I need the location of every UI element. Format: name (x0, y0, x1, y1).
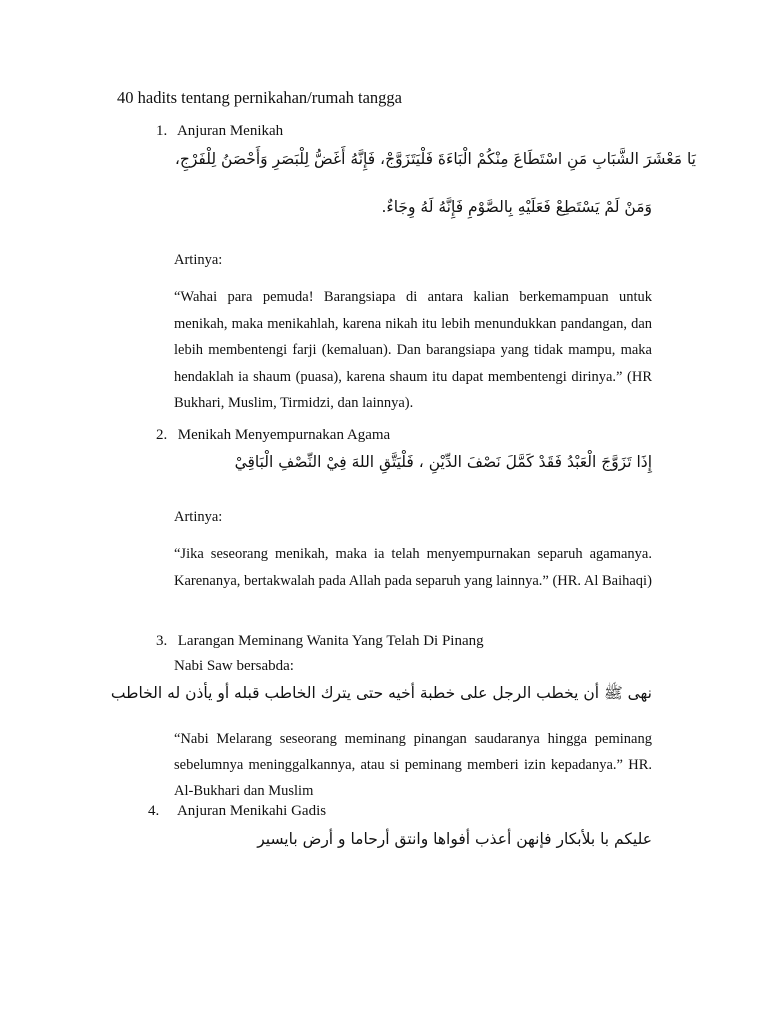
section-1-artinya-label: Artinya: (174, 252, 223, 268)
section-4-arabic-line: عليكم با بلأبكار فإنهن أعذب أفواها وانتق أرحاما و أرض بايسير (257, 830, 652, 848)
section-4-heading-row (148, 803, 326, 820)
section-2-heading: Menikah Menyempurnakan Agama (177, 427, 391, 443)
section-1-arabic-line-1: يَا مَعْشَرَ الشَّبَابِ مَنِ اسْتَطَاعَ مِنْكُمْ الْبَاءَةَ فَلْيَتَزَوَّجْ، فَإِنَّهُ أَغَضُّ لِلْبَصَرِ وَأَحْصَنُ لِلْفَرْجِ، (174, 150, 696, 168)
section-1-number: 1. (156, 123, 168, 139)
section-2-heading-row (156, 427, 390, 444)
section-2-translation: “Jika seseorang menikah, maka ia telah menyempurnakan separuh agamanya. Karenanya, bertakwalah pada Allah pada separuh yang lainnya.” (HR. Al Baihaqi) (174, 546, 652, 589)
section-4-heading: Anjuran Menikahi Gadis (176, 803, 327, 819)
section-1-heading-row (156, 123, 283, 140)
section-2-arabic-line: إِذَا تَزَوَّجَ الْعَبْدُ فَقَدْ كَمَّلَ نَصْفَ الدِّيْنِ ، فَلْيَتَّقِ اللهَ فِيْ النِّصْفِ الْبَاقِيْ (234, 453, 652, 471)
section-3-heading: Larangan Meminang Wanita Yang Telah Di Pinang (177, 633, 484, 649)
section-3-heading-row (156, 633, 484, 650)
document-title: 40 hadits tentang pernikahan/rumah tangga (117, 88, 402, 107)
section-3-subheading: Nabi Saw bersabda: (174, 658, 294, 674)
section-1-translation: “Wahai para pemuda! Barangsiapa di antara kalian berkemampuan untuk menikah, maka menikahlah, karena nikah itu lebih menundukkan pandangan, dan lebih membentengi farji (kemaluan). Dan barangsiapa yang tidak mampu, maka hendaklah ia shaum (puasa), karena shaum itu dapat membentengi dirinya.” (HR Bukhari, Muslim, Tirmidzi, dan lainnya). (174, 289, 652, 411)
section-3-translation: “Nabi Melarang seseorang meminang pinangan saudaranya hingga peminang sebelumnya meninggalkannya, atau si peminang memberi izin kepadanya.” HR. Al-Bukhari dan Muslim (174, 731, 652, 799)
section-1-arabic-line-2: وَمَنْ لَمْ يَسْتَطِعْ فَعَلَيْهِ بِالصَّوْمِ فَإِنَّهُ لَهُ وِجَاءٌ. (381, 198, 652, 216)
section-2-artinya-label: Artinya: (174, 509, 223, 525)
section-1-heading: Anjuran Menikah (176, 123, 284, 139)
section-4-number: 4. (148, 803, 160, 819)
section-3-arabic-line: نهى ﷺ أن يخطب الرجل على خطبة أخيه حتى يترك الخاطب قبله أو يأذن له الخاطب (110, 684, 652, 702)
section-2-number: 2. (156, 427, 168, 443)
section-3-number: 3. (156, 633, 168, 649)
